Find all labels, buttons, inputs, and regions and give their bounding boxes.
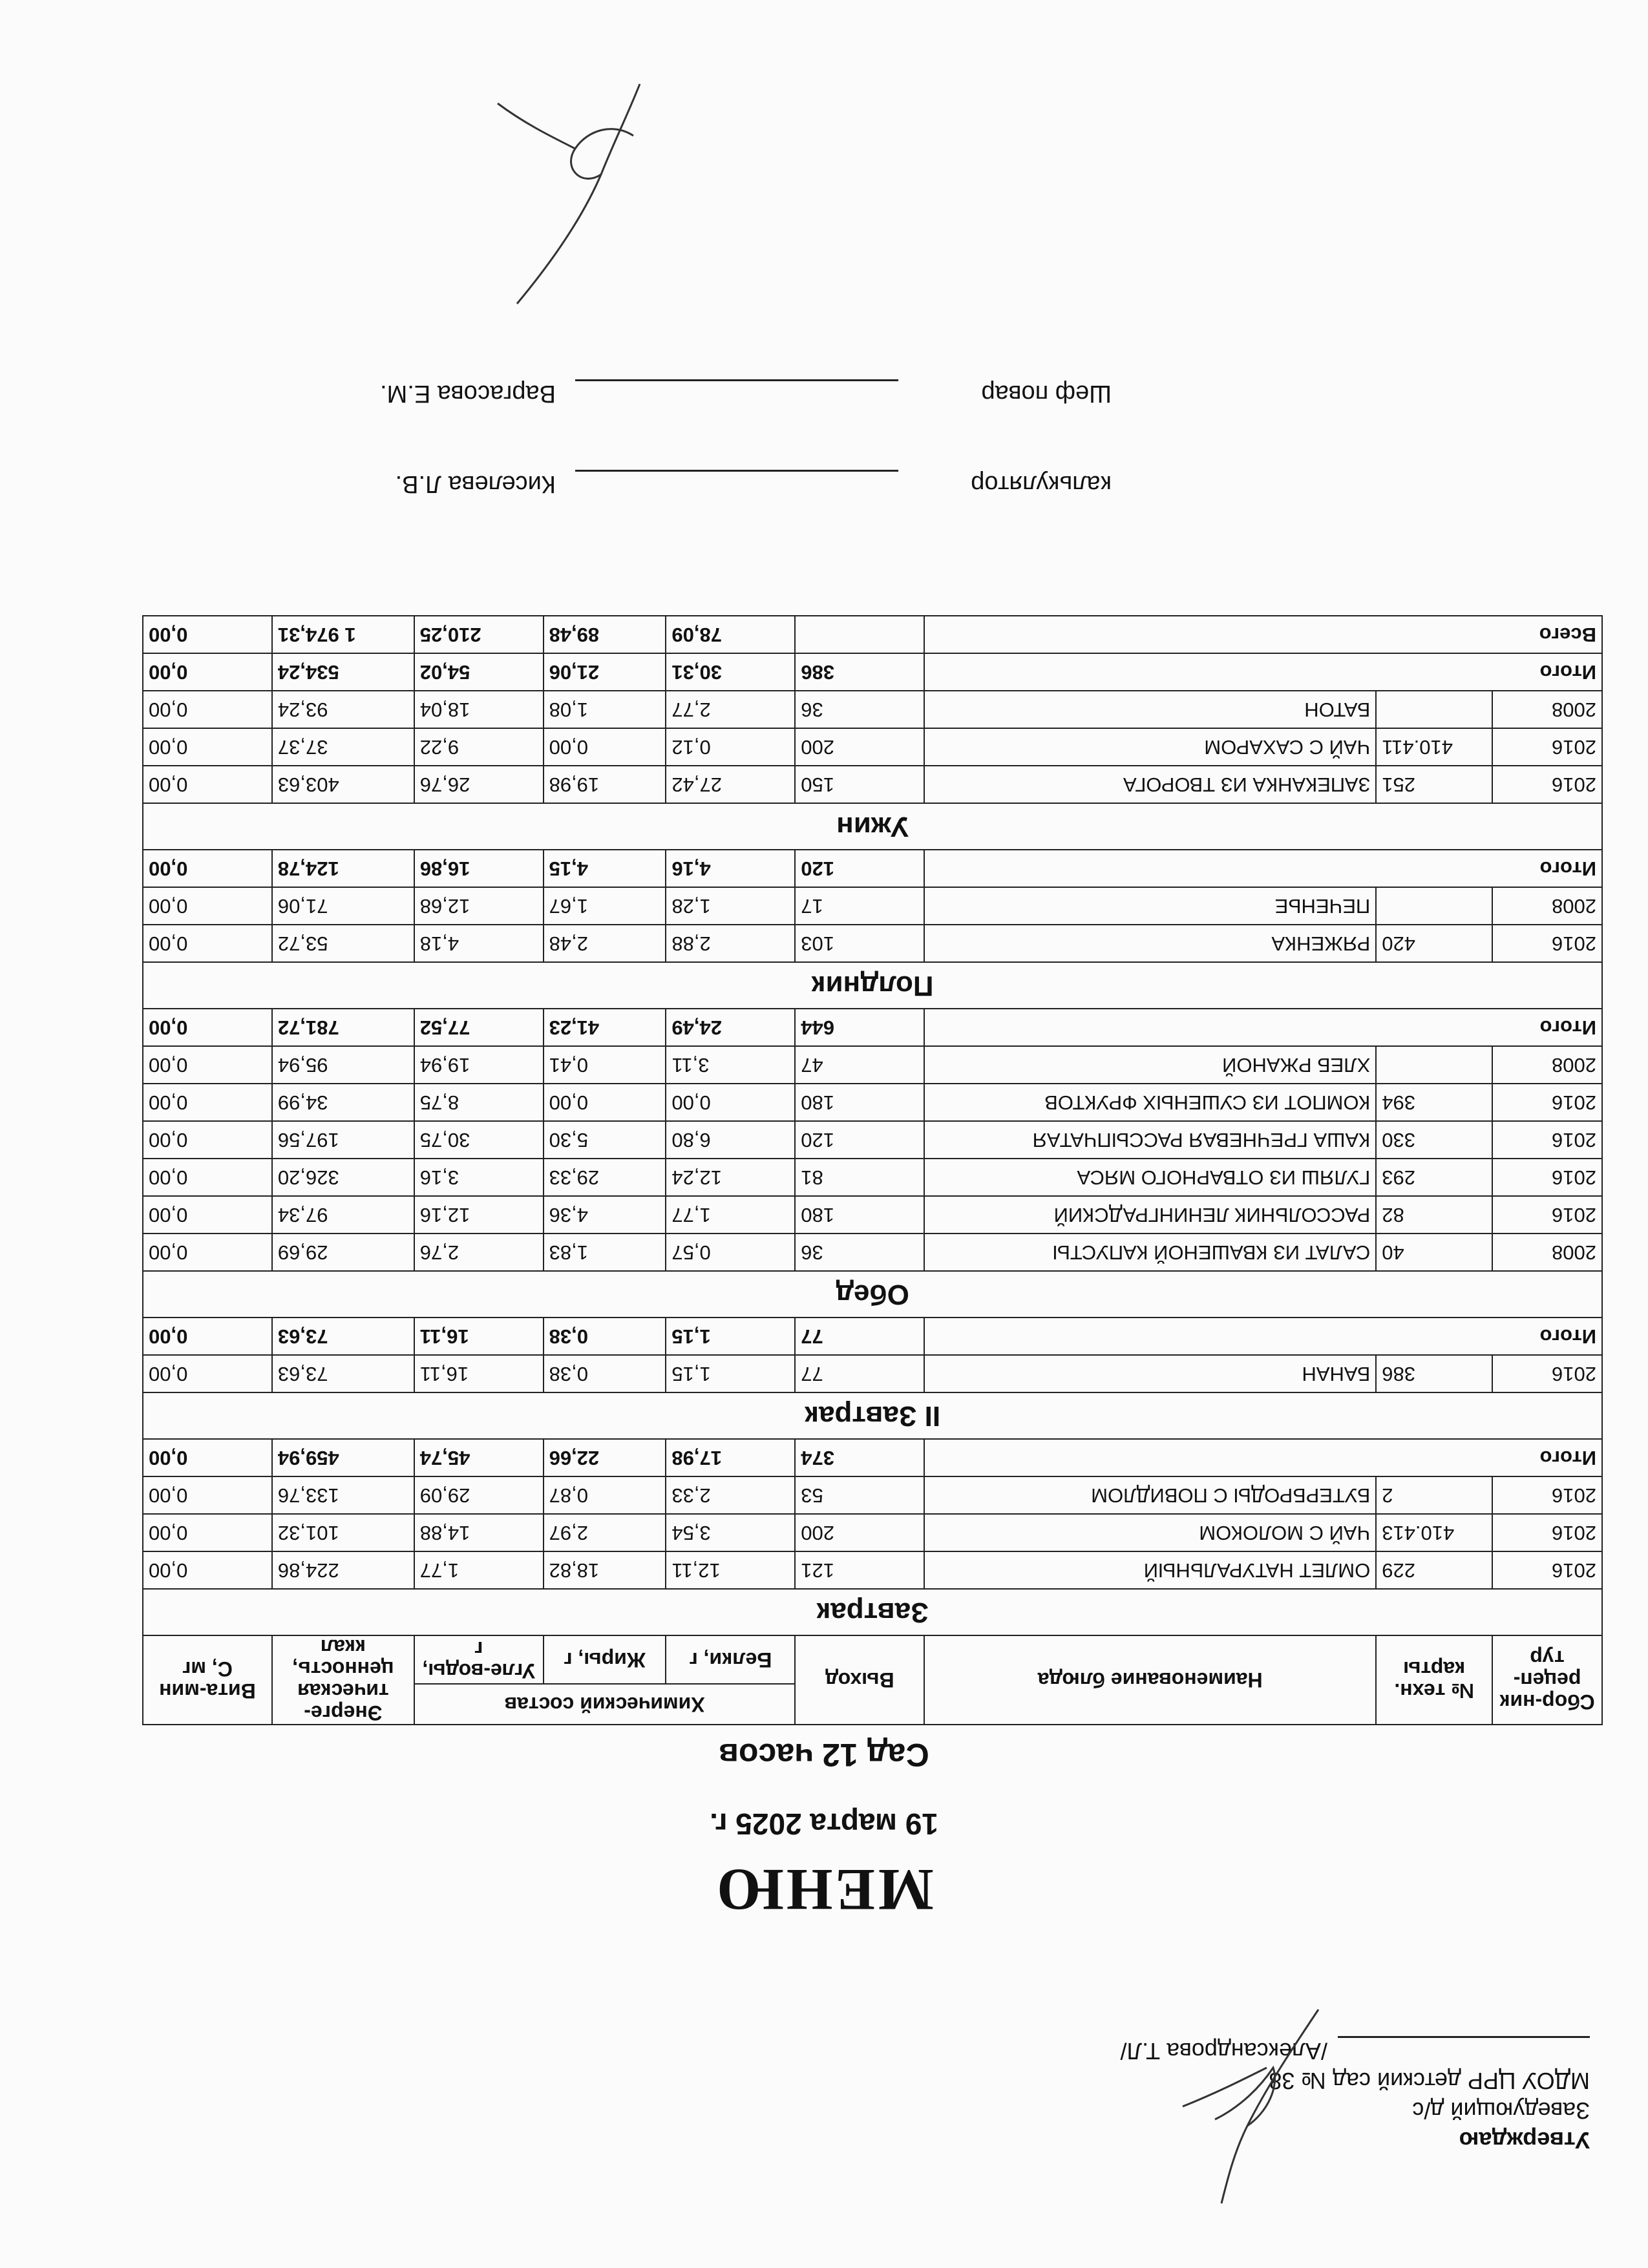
output-cell: 77 xyxy=(795,1355,924,1392)
total-row xyxy=(143,653,1602,691)
carbs-cell: 3,16 xyxy=(414,1159,544,1196)
vitc-cell: 0,00 xyxy=(143,691,272,728)
vitc-cell: 0,00 xyxy=(143,1159,272,1196)
energy-cell: 71,06 xyxy=(272,887,414,925)
energy-cell: 101,32 xyxy=(272,1514,414,1551)
grand-total-energy-cell: 1 974,31 xyxy=(272,616,414,653)
card-cell xyxy=(1376,691,1492,728)
total-row xyxy=(143,1439,1602,1476)
table-row xyxy=(143,728,1602,766)
output-cell: 103 xyxy=(795,925,924,962)
energy-cell: 34,99 xyxy=(272,1084,414,1121)
page-title: МЕНЮ xyxy=(714,1857,934,1923)
signature-row xyxy=(271,407,1112,498)
table-row xyxy=(143,1084,1602,1121)
vitc-cell: 0,00 xyxy=(143,1551,272,1589)
total-carbs-cell: 45,74 xyxy=(414,1439,544,1476)
output-cell: 36 xyxy=(795,691,924,728)
total-vitc-cell: 0,00 xyxy=(143,1009,272,1046)
col-vitc: Вита-мин С, мг xyxy=(143,1635,272,1725)
total-energy-cell: 534,24 xyxy=(272,653,414,691)
vitc-cell: 0,00 xyxy=(143,1046,272,1084)
table-row xyxy=(143,1476,1602,1514)
fat-cell: 2,48 xyxy=(544,925,666,962)
grand-total-protein-cell: 78,09 xyxy=(666,616,795,653)
carbs-cell: 30,75 xyxy=(414,1121,544,1159)
table-row xyxy=(143,1514,1602,1551)
output-cell: 120 xyxy=(795,1121,924,1159)
vitc-cell: 0,00 xyxy=(143,887,272,925)
card-cell: 410.413 xyxy=(1376,1514,1492,1551)
fat-cell: 4,36 xyxy=(544,1196,666,1234)
vitc-cell: 0,00 xyxy=(143,1084,272,1121)
table-row xyxy=(143,1196,1602,1234)
protein-cell: 12,24 xyxy=(666,1159,795,1196)
fat-cell: 5,30 xyxy=(544,1121,666,1159)
protein-cell: 0,00 xyxy=(666,1084,795,1121)
menu-subtitle: Сад 12 часов xyxy=(719,1737,929,1773)
total-output-cell: 374 xyxy=(795,1439,924,1476)
energy-cell: 73,63 xyxy=(272,1355,414,1392)
table-row xyxy=(143,1355,1602,1392)
card-cell xyxy=(1376,1046,1492,1084)
total-carbs-cell: 77,52 xyxy=(414,1009,544,1046)
approval-name: /Александрова Т.Л/ xyxy=(1120,2038,1327,2064)
fat-cell: 29,33 xyxy=(544,1159,666,1196)
col-energy: Энерге-тическая ценность, ккал xyxy=(272,1635,414,1725)
kitchen-signature-icon xyxy=(472,45,679,317)
total-fat-cell: 22,66 xyxy=(544,1439,666,1476)
energy-cell: 37,37 xyxy=(272,728,414,766)
fat-cell: 19,98 xyxy=(544,766,666,803)
director-signature-icon xyxy=(1150,1997,1344,2229)
signature-row xyxy=(271,317,1112,407)
output-cell: 47 xyxy=(795,1046,924,1084)
protein-cell: 1,77 xyxy=(666,1196,795,1234)
carbs-cell: 26,76 xyxy=(414,766,544,803)
energy-cell: 403,63 xyxy=(272,766,414,803)
vitc-cell: 0,00 xyxy=(143,1121,272,1159)
grand-total-vitc-cell: 0,00 xyxy=(143,616,272,653)
energy-cell: 93,24 xyxy=(272,691,414,728)
output-cell: 121 xyxy=(795,1551,924,1589)
col-card: № техн. карты xyxy=(1376,1635,1492,1725)
card-cell: 82 xyxy=(1376,1196,1492,1234)
col-collection: Сбор-ник рецеп-тур xyxy=(1492,1635,1602,1725)
fat-cell: 0,41 xyxy=(544,1046,666,1084)
collection-cell: 2016 xyxy=(1492,1514,1602,1551)
col-fat: Жиры, г xyxy=(544,1635,666,1684)
dish-name-cell: ЧАЙ С САХАРОМ xyxy=(924,728,1376,766)
card-cell: 293 xyxy=(1376,1159,1492,1196)
fat-cell: 0,00 xyxy=(544,728,666,766)
total-label: Итого xyxy=(924,850,1602,887)
total-row xyxy=(143,850,1602,887)
section-title: Ужин xyxy=(143,803,1602,850)
energy-cell: 197,56 xyxy=(272,1121,414,1159)
fat-cell: 0,38 xyxy=(544,1355,666,1392)
total-protein-cell: 17,98 xyxy=(666,1439,795,1476)
protein-cell: 3,11 xyxy=(666,1046,795,1084)
protein-cell: 0,12 xyxy=(666,728,795,766)
section-title: Обед xyxy=(143,1271,1602,1318)
vitc-cell: 0,00 xyxy=(143,728,272,766)
signatures-block xyxy=(271,317,1112,498)
dish-name-cell: ХЛЕБ РЖАНОЙ xyxy=(924,1046,1376,1084)
col-carbs: Угле-воды, г xyxy=(414,1635,544,1684)
col-name: Наименование блюда xyxy=(924,1635,1376,1725)
total-carbs-cell: 54,02 xyxy=(414,653,544,691)
collection-cell: 2016 xyxy=(1492,1551,1602,1589)
fat-cell: 18,82 xyxy=(544,1551,666,1589)
table-row xyxy=(143,766,1602,803)
total-vitc-cell: 0,00 xyxy=(143,653,272,691)
grand-total-carbs-cell: 210,25 xyxy=(414,616,544,653)
card-cell: 251 xyxy=(1376,766,1492,803)
dish-name-cell: РЯЖЕНКА xyxy=(924,925,1376,962)
collection-cell: 2016 xyxy=(1492,925,1602,962)
table-row xyxy=(143,691,1602,728)
dish-name-cell: БАНАН xyxy=(924,1355,1376,1392)
collection-cell: 2008 xyxy=(1492,1046,1602,1084)
col-chem: Химический состав xyxy=(414,1684,795,1725)
card-cell: 420 xyxy=(1376,925,1492,962)
collection-cell: 2016 xyxy=(1492,1196,1602,1234)
section-title: II Завтрак xyxy=(143,1392,1602,1439)
total-energy-cell: 124,78 xyxy=(272,850,414,887)
total-carbs-cell: 16,11 xyxy=(414,1318,544,1355)
card-cell: 2 xyxy=(1376,1476,1492,1514)
vitc-cell: 0,00 xyxy=(143,1514,272,1551)
approval-signature-line xyxy=(1338,2036,1590,2061)
col-output: Выход xyxy=(795,1635,924,1725)
collection-cell: 2016 xyxy=(1492,1121,1602,1159)
protein-cell: 0,57 xyxy=(666,1234,795,1271)
dish-name-cell: ЗАПЕКАНКА ИЗ ТВОРОГА xyxy=(924,766,1376,803)
carbs-cell: 4,18 xyxy=(414,925,544,962)
signature-name: Варгасова Е.М. xyxy=(380,380,556,407)
carbs-cell: 29,09 xyxy=(414,1476,544,1514)
fat-cell: 1,08 xyxy=(544,691,666,728)
total-vitc-cell: 0,00 xyxy=(143,1439,272,1476)
dish-name-cell: ЧАЙ С МОЛОКОМ xyxy=(924,1514,1376,1551)
menu-date: 19 марта 2025 г. xyxy=(710,1807,938,1841)
card-cell: 410.411 xyxy=(1376,728,1492,766)
dish-name-cell: ПЕЧЕНЬЕ xyxy=(924,887,1376,925)
dish-name-cell: ГУЛЯШ ИЗ ОТВАРНОГО МЯСА xyxy=(924,1159,1376,1196)
section-title: Полдник xyxy=(143,962,1602,1009)
carbs-cell: 8,75 xyxy=(414,1084,544,1121)
fat-cell: 2,97 xyxy=(544,1514,666,1551)
energy-cell: 133,76 xyxy=(272,1476,414,1514)
output-cell: 150 xyxy=(795,766,924,803)
card-cell: 394 xyxy=(1376,1084,1492,1121)
fat-cell: 0,87 xyxy=(544,1476,666,1514)
dish-name-cell: РАССОЛЬНИК ЛЕНИНГРАДСКИЙ xyxy=(924,1196,1376,1234)
total-label: Итого xyxy=(924,653,1602,691)
protein-cell: 27,42 xyxy=(666,766,795,803)
energy-cell: 97,34 xyxy=(272,1196,414,1234)
output-cell: 200 xyxy=(795,1514,924,1551)
dish-name-cell: ОМЛЕТ НАТУРАЛЬНЫЙ xyxy=(924,1551,1376,1589)
signature-role: калькулятор xyxy=(971,470,1112,498)
card-cell: 229 xyxy=(1376,1551,1492,1589)
table-row xyxy=(143,925,1602,962)
card-cell xyxy=(1376,887,1492,925)
total-label: Итого xyxy=(924,1318,1602,1355)
total-carbs-cell: 16,86 xyxy=(414,850,544,887)
total-output-cell: 77 xyxy=(795,1318,924,1355)
table-row xyxy=(143,1121,1602,1159)
energy-cell: 53,72 xyxy=(272,925,414,962)
total-fat-cell: 21,06 xyxy=(544,653,666,691)
energy-cell: 95,94 xyxy=(272,1046,414,1084)
fat-cell: 1,67 xyxy=(544,887,666,925)
signature-name: Киселева Л.В. xyxy=(395,470,556,498)
total-protein-cell: 1,15 xyxy=(666,1318,795,1355)
section-header-row xyxy=(143,1271,1602,1318)
grand-total-fat-cell: 89,48 xyxy=(544,616,666,653)
collection-cell: 2016 xyxy=(1492,766,1602,803)
collection-cell: 2016 xyxy=(1492,728,1602,766)
carbs-cell: 1,77 xyxy=(414,1551,544,1589)
signature-role: Шеф повар xyxy=(981,380,1112,407)
energy-cell: 224,86 xyxy=(272,1551,414,1589)
total-energy-cell: 781,72 xyxy=(272,1009,414,1046)
vitc-cell: 0,00 xyxy=(143,1196,272,1234)
output-cell: 200 xyxy=(795,728,924,766)
total-vitc-cell: 0,00 xyxy=(143,1318,272,1355)
card-cell: 40 xyxy=(1376,1234,1492,1271)
collection-cell: 2016 xyxy=(1492,1159,1602,1196)
menu-table xyxy=(142,615,1603,1725)
vitc-cell: 0,00 xyxy=(143,1355,272,1392)
table-row xyxy=(143,1551,1602,1589)
vitc-cell: 0,00 xyxy=(143,766,272,803)
signature-line xyxy=(575,470,898,472)
output-cell: 17 xyxy=(795,887,924,925)
total-fat-cell: 4,15 xyxy=(544,850,666,887)
dish-name-cell: КАША ГРЕЧНЕВАЯ РАССЫПЧАТАЯ xyxy=(924,1121,1376,1159)
total-label: Итого xyxy=(924,1439,1602,1476)
dish-name-cell: БУТЕРБРОДЫ С ПОВИДЛОМ xyxy=(924,1476,1376,1514)
grand-total-row xyxy=(143,616,1602,653)
collection-cell: 2016 xyxy=(1492,1084,1602,1121)
grand-total-label: Всего xyxy=(924,616,1602,653)
col-protein: Белки, г xyxy=(666,1635,795,1684)
approval-position: Заведующий д/с xyxy=(1412,2097,1590,2124)
total-energy-cell: 459,94 xyxy=(272,1439,414,1476)
carbs-cell: 16,11 xyxy=(414,1355,544,1392)
section-header-row xyxy=(143,1392,1602,1439)
table-row xyxy=(143,1234,1602,1271)
fat-cell: 1,83 xyxy=(544,1234,666,1271)
total-fat-cell: 41,23 xyxy=(544,1009,666,1046)
carbs-cell: 9,22 xyxy=(414,728,544,766)
total-output-cell: 386 xyxy=(795,653,924,691)
total-output-cell: 644 xyxy=(795,1009,924,1046)
protein-cell: 2,77 xyxy=(666,691,795,728)
carbs-cell: 2,76 xyxy=(414,1234,544,1271)
dish-name-cell: САЛАТ ИЗ КВАШЕНОЙ КАПУСТЫ xyxy=(924,1234,1376,1271)
approval-title: Утверждаю xyxy=(1459,2127,1590,2154)
total-energy-cell: 73,63 xyxy=(272,1318,414,1355)
approval-institution: МДОУ ЦРР детский сад № 38 xyxy=(1269,2068,1590,2094)
card-cell: 386 xyxy=(1376,1355,1492,1392)
protein-cell: 1,28 xyxy=(666,887,795,925)
carbs-cell: 19,94 xyxy=(414,1046,544,1084)
vitc-cell: 0,00 xyxy=(143,1234,272,1271)
total-fat-cell: 0,38 xyxy=(544,1318,666,1355)
protein-cell: 2,33 xyxy=(666,1476,795,1514)
section-header-row xyxy=(143,1589,1602,1635)
grand-total-output-cell xyxy=(795,616,924,653)
carbs-cell: 18,04 xyxy=(414,691,544,728)
table-row xyxy=(143,1159,1602,1196)
protein-cell: 12,11 xyxy=(666,1551,795,1589)
total-vitc-cell: 0,00 xyxy=(143,850,272,887)
total-row xyxy=(143,1009,1602,1046)
carbs-cell: 12,68 xyxy=(414,887,544,925)
vitc-cell: 0,00 xyxy=(143,925,272,962)
fat-cell: 0,00 xyxy=(544,1084,666,1121)
total-label: Итого xyxy=(924,1009,1602,1046)
card-cell: 330 xyxy=(1376,1121,1492,1159)
protein-cell: 3,54 xyxy=(666,1514,795,1551)
carbs-cell: 14,88 xyxy=(414,1514,544,1551)
output-cell: 180 xyxy=(795,1196,924,1234)
menu-table-body xyxy=(143,616,1602,1635)
output-cell: 180 xyxy=(795,1084,924,1121)
energy-cell: 29,69 xyxy=(272,1234,414,1271)
total-output-cell: 120 xyxy=(795,850,924,887)
protein-cell: 1,15 xyxy=(666,1355,795,1392)
total-row xyxy=(143,1318,1602,1355)
energy-cell: 326,20 xyxy=(272,1159,414,1196)
dish-name-cell: БАТОН xyxy=(924,691,1376,728)
total-protein-cell: 4,16 xyxy=(666,850,795,887)
collection-cell: 2008 xyxy=(1492,1234,1602,1271)
output-cell: 36 xyxy=(795,1234,924,1271)
carbs-cell: 12,16 xyxy=(414,1196,544,1234)
section-title: Завтрак xyxy=(143,1589,1602,1635)
output-cell: 53 xyxy=(795,1476,924,1514)
signature-line xyxy=(575,379,898,381)
table-row xyxy=(143,1046,1602,1084)
dish-name-cell: КОМПОТ ИЗ СУШЕНЫХ ФРУКТОВ xyxy=(924,1084,1376,1121)
table-row xyxy=(143,887,1602,925)
section-header-row xyxy=(143,803,1602,850)
collection-cell: 2016 xyxy=(1492,1476,1602,1514)
total-protein-cell: 30,31 xyxy=(666,653,795,691)
collection-cell: 2008 xyxy=(1492,887,1602,925)
collection-cell: 2016 xyxy=(1492,1355,1602,1392)
protein-cell: 2,88 xyxy=(666,925,795,962)
protein-cell: 6,80 xyxy=(666,1121,795,1159)
section-header-row xyxy=(143,962,1602,1009)
vitc-cell: 0,00 xyxy=(143,1476,272,1514)
collection-cell: 2008 xyxy=(1492,691,1602,728)
output-cell: 81 xyxy=(795,1159,924,1196)
total-protein-cell: 24,49 xyxy=(666,1009,795,1046)
